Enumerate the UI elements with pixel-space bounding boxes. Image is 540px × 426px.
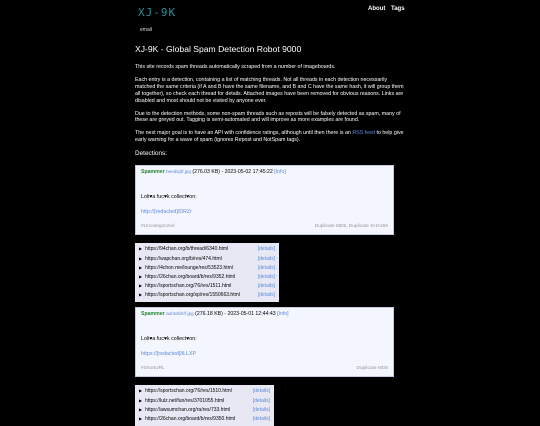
details-link[interactable]: [details] [257, 274, 275, 281]
thread-row [139, 263, 275, 272]
thread-list [135, 243, 279, 302]
thread-url: ▶ https://26chan.org/board/b/res/9350.html [139, 416, 235, 423]
card-body [141, 336, 388, 358]
intro-paragraph: Due to the detection methods, some non-spam threads such as reposts will be falsely detected as spam, many of these are greyed out. Tagging is semi-automated and will improve as more examples are found. [135, 110, 401, 124]
details-link[interactable]: [details] [257, 264, 275, 271]
thread-url: ▶ https://94chan.org/b/thread/6340.html [139, 246, 228, 253]
spam-link[interactable]: http://[redacted]/DRZr [141, 209, 192, 215]
card-body [141, 194, 388, 216]
details-link[interactable]: [details] [252, 415, 270, 422]
card-header [141, 311, 388, 318]
thread-url: ▶ https://26chan.org/board/b/res/9352.html [139, 274, 235, 281]
thread-url: ▶ https://lulz.net/fun/res/3701055.html [139, 398, 224, 405]
info-link[interactable]: [Info] [277, 311, 289, 318]
page-title: XJ-9K - Global Spam Detection Robot 9000 [135, 44, 302, 54]
main-content [135, 44, 405, 426]
spam-message: Loli♥a fuc♥k collect♥on: [141, 194, 197, 201]
thread-row [139, 291, 275, 300]
card-footer [141, 366, 388, 372]
details-link[interactable]: [details] [257, 283, 275, 290]
thread-row [139, 273, 275, 282]
detection-card [135, 165, 394, 235]
poster-name: Spammer [141, 311, 165, 318]
card-header [141, 169, 388, 176]
intro-paragraph: Each entry is a detection, containing a list of matching threads. Not all threads in each detection necessarily matched the same criteria (if A and B have the same filename, and B and C have the same hash, it will group them all together), so check each thread for details. Attached images have been removed for obvious reasons. Links are disabled and most should not be visited by anyone ever. [135, 77, 404, 104]
details-link[interactable]: [details] [257, 255, 275, 262]
site-logo[interactable]: XJ-9K [138, 6, 177, 19]
detection-card [135, 307, 394, 377]
details-link[interactable]: [details] [252, 397, 270, 404]
poster-name: Spammer [141, 169, 165, 176]
thread-url: ▶ https://wapchan.org/b/res/474.html [139, 256, 222, 263]
thread-row [139, 387, 270, 396]
file-meta: (276.03 KB) - 2023-05-02 17:45:22 [192, 169, 273, 176]
nav-about[interactable]: About [368, 6, 386, 12]
spam-link[interactable]: https://[redacted]/iLLXP [141, 350, 197, 357]
match-criteria: Duplicate MD5 [356, 365, 388, 371]
details-link[interactable]: [details] [252, 388, 270, 395]
thread-url: ▶ https://awsumchan.org/ra/res/733.html [139, 407, 230, 414]
card-footer [141, 224, 388, 230]
thread-list [135, 385, 274, 426]
thread-url: ▶ https://sportschan.org/76/res/1510.html [139, 388, 232, 395]
intro-paragraph: This site records spam threads automatically scraped from a number of imageboards. [135, 64, 336, 71]
thread-url: ▶ https://sportschan.org/sp/res/1550663.html [139, 292, 240, 299]
thread-row [139, 245, 275, 254]
email-link[interactable]: email [140, 27, 152, 33]
api-paragraph [135, 130, 405, 144]
api-text-pre: The next major goal is to have an API with confidence ratings, although until then there is an [135, 130, 353, 137]
top-nav [368, 6, 409, 14]
nav-tags[interactable]: Tags [391, 6, 405, 12]
thread-row [139, 396, 270, 405]
thread-row [139, 415, 270, 424]
file-meta: (276.18 KB) - 2023-05-01 12:44:43 [195, 311, 276, 318]
thread-row [139, 282, 275, 291]
filename: auhssbhrf.jpg [166, 311, 194, 317]
detections-heading: Detections: [135, 150, 167, 158]
details-link[interactable]: [details] [257, 246, 275, 253]
thread-url: ▶ https://sportschan.org/76/res/1511.html [139, 283, 231, 290]
thread-row [139, 254, 275, 263]
filename: beedkjdf.jpg [166, 169, 191, 175]
rss-feed-link[interactable]: RSS feed [352, 130, 375, 137]
tag-label[interactable]: #Uncategorized [141, 223, 175, 229]
match-criteria: Duplicate MD5, Duplicate SHA256 [314, 223, 388, 229]
thread-row [139, 405, 270, 414]
details-link[interactable]: [details] [257, 292, 275, 299]
thread-url: ▶ https://4chon.me/lounge/res/53523.html [139, 265, 233, 272]
spam-message: Loli♥a fuc♥k collect♥on: [141, 335, 197, 342]
info-link[interactable]: [Info] [274, 169, 286, 176]
api-text-post: to help give early warning for a wave of spam (ignores Repost and NotSpam tags). [135, 130, 404, 144]
tag-label[interactable]: #ShortURL [141, 365, 165, 371]
details-link[interactable]: [details] [252, 406, 270, 413]
